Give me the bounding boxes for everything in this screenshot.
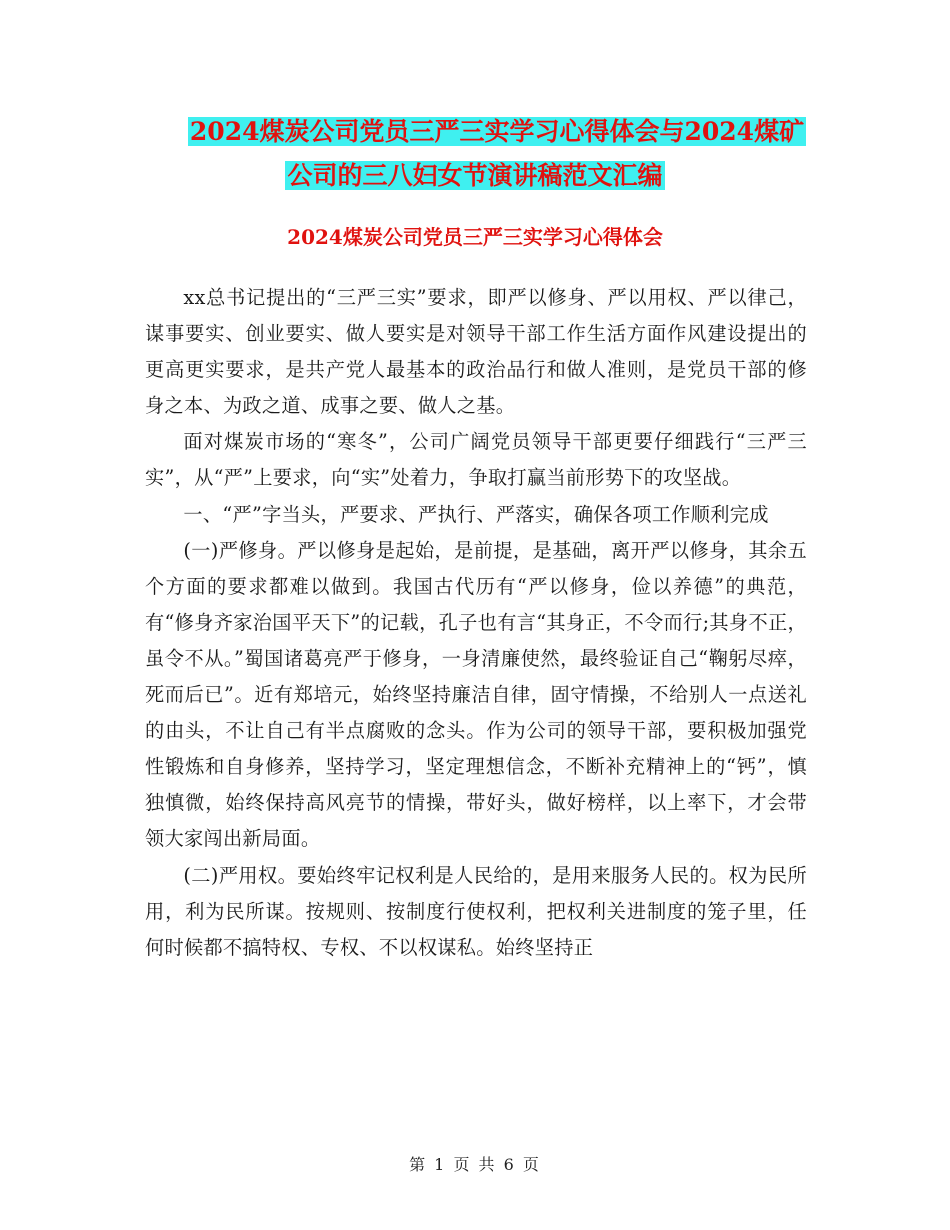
- body-text: [145, 280, 807, 966]
- title-highlight-1: 2024煤炭公司党员三严三实学习心得体会与2024煤矿: [189, 117, 805, 146]
- document-title: [0, 110, 950, 198]
- paragraph-heading: 一、“严”字当头，严要求、严执行、严落实，确保各项工作顺利完成: [183, 502, 769, 526]
- paragraph: (二)严用权。要始终牢记权利是人民给的，是用来服务人民的。权为民所用，利为民所谋。按规则、按制度行使权利，把权利关进制度的笼子里，任何时候都不搞特权、专权、不以权谋私。始终坚持正: [145, 863, 807, 959]
- paragraph: xx总书记提出的“三严三实”要求，即严以修身、严以用权、严以律己，谋事要实、创业要实、做人要实是对领导干部工作生活方面作风建设提出的更高更实要求，是共产党人最基本的政治品行和做人准则，是党员干部的修身之本、为政之道、成事之要、做人之基。: [145, 286, 807, 418]
- paragraph: 面对煤炭市场的“寒冬”，公司广阔党员领导干部更要仔细践行“三严三实”，从“严”上要求，向“实”处着力，争取打赢当前形势下的攻坚战。: [145, 430, 807, 490]
- paragraph: (一)严修身。严以修身是起始，是前提，是基础，离开严以修身，其余五个方面的要求都难以做到。我国古代历有“严以修身，俭以养德”的典范，有“修身齐家治国平天下”的记载，孔子也有言“其身正，不令而行;其身不正，虽令不从。”蜀国诸葛亮严于修身，一身清廉使然，最终验证自己“鞠躬尽瘁，死而后已”。近有郑培元，始终坚持廉洁自律，固守情操，不给别人一点送礼的由头，不让自己有半点腐败的念头。作为公司的领导干部，要积极加强党性锻炼和自身修养，坚持学习，坚定理想信念，不断补充精神上的“钙”，慎独慎微，始终保持高风亮节的情操，带好头，做好榜样，以上率下，才会带领大家闯出新局面。: [145, 538, 807, 851]
- title-line-1: [0, 110, 950, 154]
- section-title: 2024煤炭公司党员三严三实学习心得体会: [287, 225, 663, 249]
- title-line-2: [0, 154, 950, 198]
- title-highlight-2: 公司的三八妇女节演讲稿范文汇编: [287, 161, 663, 190]
- page-footer: 第 1 页 共 6 页: [409, 1155, 541, 1174]
